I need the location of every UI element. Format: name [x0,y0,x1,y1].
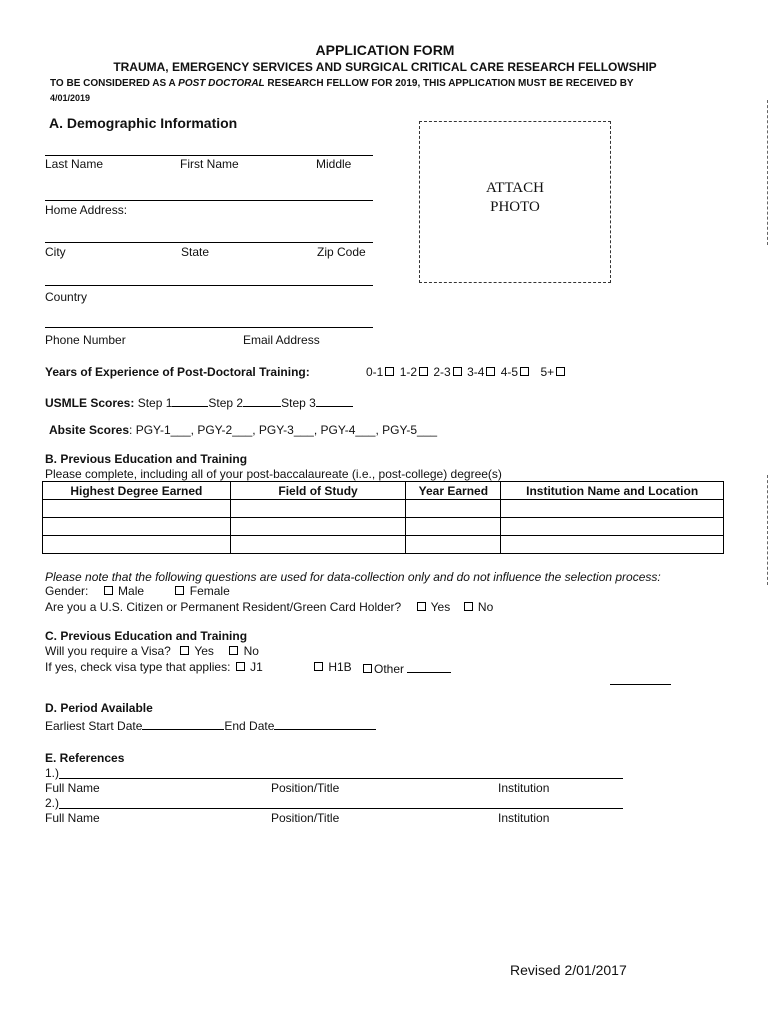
step1-input[interactable] [172,394,208,407]
checkbox-icon [453,367,462,376]
visa-question: Will you require a Visa? [45,644,171,658]
absite-row[interactable] [49,423,437,437]
checkbox-icon [314,662,323,671]
form-subtitle: TRAUMA, EMERGENCY SERVICES AND SURGICAL CRITICAL CARE RESEARCH FELLOWSHIP [113,60,657,74]
ref2-full-name: Full Name [45,811,100,825]
checkbox-icon [385,367,394,376]
citizen-question: Are you a U.S. Citizen or Permanent Resident/Green Card Holder? [45,600,402,614]
exp-option-0-1[interactable]: 0-1 [366,365,396,379]
gender-female-option[interactable]: Female [173,584,229,598]
gender-male-option[interactable]: Male [102,584,144,598]
extra-input-line[interactable] [610,684,671,685]
checkbox-icon [229,646,238,655]
step2-label: Step 2 [208,396,244,410]
deadline-notice: TO BE CONSIDERED AS A POST DOCTORAL RESEARCH FELLOW FOR 2019, THIS APPLICATION MUST BE RECEIVED BY [50,78,634,89]
visa-yes-option[interactable]: Yes [178,644,214,658]
section-b-instruction: Please complete, including all of your post-baccalaureate (i.e., post-college) degree(s) [45,467,502,481]
checkbox-icon [363,664,372,673]
absite-label: Absite Scores [49,423,130,437]
step3-input[interactable] [316,394,353,407]
exp-option-3-4[interactable]: 3-4 [467,365,497,379]
citizen-no-option[interactable]: No [462,600,494,614]
visa-h1b-option[interactable]: H1B [312,660,352,674]
photo-label-line2: PHOTO [490,199,540,215]
section-d-heading: D. Period Available [45,701,153,715]
page-edge-mark [767,100,768,245]
end-date-input[interactable] [274,717,376,730]
page-edge-mark [767,475,768,585]
address-input-line[interactable] [45,200,373,201]
section-a-heading: A. Demographic Information [49,115,238,131]
table-header-row [43,482,724,500]
experience-label: Years of Experience of Post-Doctoral Training: [45,365,310,379]
ref1-institution: Institution [498,781,550,795]
gender-label: Gender: [45,584,89,598]
country-label: Country [45,290,88,304]
step1-label: Step 1 [137,396,173,410]
visa-no-option[interactable]: No [227,644,259,658]
section-b-heading: B. Previous Education and Training [45,452,248,466]
start-date-input[interactable] [142,717,224,730]
education-table [42,481,724,554]
checkbox-icon [486,367,495,376]
absite-scores: : PGY-1___, PGY-2___, PGY-3___, PGY-4___, PGY-5___ [129,423,438,437]
visa-type-row [45,660,263,674]
first-name-label: First Name [180,157,239,171]
table-row[interactable] [43,518,724,536]
gender-row [45,584,230,598]
country-input-line[interactable] [45,285,373,286]
checkbox-icon [419,367,428,376]
data-collection-notice: Please note that the following questions are used for data-collection only and do not influence the selection process: [45,570,661,584]
ref2-label: 2.) [45,796,60,810]
section-c-heading: C. Previous Education and Training [45,629,248,643]
visa-row [45,644,259,658]
start-date-label: Earliest Start Date [45,719,143,733]
end-date-label: End Date [224,719,275,733]
citizen-yes-option[interactable]: Yes [415,600,451,614]
checkbox-icon [464,602,473,611]
form-title: APPLICATION FORM [315,42,455,58]
name-input-line[interactable] [45,155,373,156]
phone-label: Phone Number [45,333,126,347]
photo-label-line1: ATTACH [486,180,544,196]
exp-option-4-5[interactable]: 4-5 [501,365,531,379]
section-e-heading: E. References [45,751,125,765]
visa-other-input[interactable] [407,660,451,673]
exp-option-2-3[interactable]: 2-3 [433,365,463,379]
checkbox-icon [175,586,184,595]
city-label: City [45,245,66,259]
zip-label: Zip Code [317,245,366,259]
checkbox-icon [556,367,565,376]
ref2-position: Position/Title [271,811,340,825]
table-row[interactable] [43,536,724,554]
email-label: Email Address [243,333,320,347]
visa-j1-option[interactable]: J1 [234,660,263,674]
col-degree: Highest Degree Earned [43,482,231,500]
last-name-label: Last Name [45,157,104,171]
exp-option-1-2[interactable]: 1-2 [400,365,430,379]
exp-option-5plus[interactable]: 5+ [540,365,567,379]
ref2-institution: Institution [498,811,550,825]
ref1-label: 1.) [45,766,60,780]
attach-photo-box[interactable] [419,121,611,283]
city-input-line[interactable] [45,242,373,243]
col-institution: Institution Name and Location [501,482,724,500]
ref1-position: Position/Title [271,781,340,795]
home-address-label: Home Address: [45,203,128,217]
checkbox-icon [236,662,245,671]
step3-label: Step 3 [281,396,316,410]
citizen-row [45,600,493,614]
step2-input[interactable] [243,394,281,407]
checkbox-icon [180,646,189,655]
col-year: Year Earned [406,482,501,500]
usmle-label: USMLE Scores: [45,396,135,410]
usmle-row [45,394,353,410]
contact-input-line[interactable] [45,327,373,328]
ref2-input-line[interactable] [59,808,623,809]
checkbox-icon [520,367,529,376]
deadline-date: 4/01/2019 [50,93,91,103]
visa-type-label: If yes, check visa type that applies: [45,660,231,674]
checkbox-icon [417,602,426,611]
col-field: Field of Study [230,482,406,500]
experience-options [366,365,567,379]
ref1-full-name: Full Name [45,781,100,795]
period-row [45,717,376,733]
checkbox-icon [104,586,113,595]
visa-other-option[interactable]: Other [361,660,451,676]
table-row[interactable] [43,500,724,518]
ref1-input-line[interactable] [59,778,623,779]
middle-name-label: Middle [316,157,352,171]
state-label: State [181,245,210,259]
revised-date: Revised 2/01/2017 [510,962,627,978]
